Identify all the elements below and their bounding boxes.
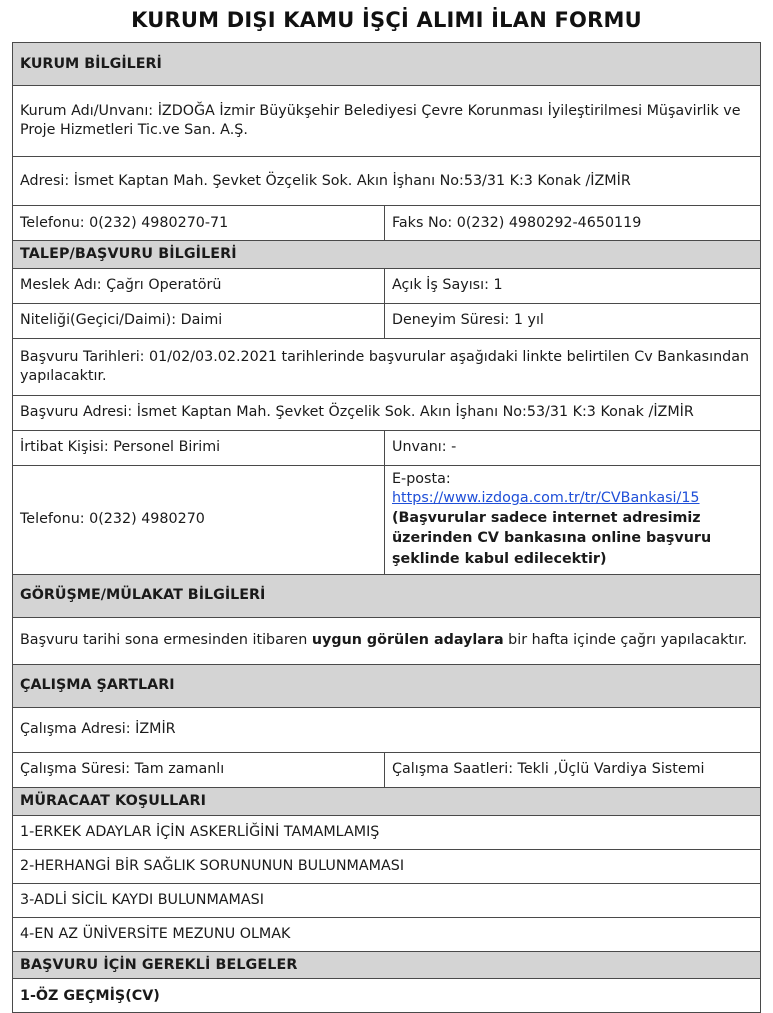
section-header-calisma-label: ÇALIŞMA ŞARTLARI <box>13 664 761 707</box>
eposta-cell <box>385 465 761 574</box>
row-kurum-adres <box>13 157 761 206</box>
muracaat-item-4: 4-EN AZ ÜNİVERSİTE MEZUNU OLMAK <box>13 917 761 951</box>
irtibat-kisisi-cell: İrtibat Kişisi: Personel Birimi <box>13 430 385 465</box>
muracaat-item-1: 1-ERKEK ADAYLAR İÇİN ASKERLİĞİNİ TAMAMLAMIŞ <box>13 815 761 849</box>
row-gorusme-text <box>13 617 761 664</box>
eposta-note-line-1: (Başvurular sadece internet adresimiz <box>392 509 701 526</box>
row-nitelik <box>13 303 761 338</box>
section-header-talep-label: TALEP/BAŞVURU BİLGİLERİ <box>13 241 761 269</box>
basvuru-tarihleri-cell: Başvuru Tarihleri: 01/02/03.02.2021 tarihlerinde başvurular aşağıdaki linkte belirtilen Cv Bankasından yapılacaktır. <box>13 338 761 395</box>
row-muracaat-item <box>13 883 761 917</box>
section-header-kurum-label: KURUM BİLGİLERİ <box>13 43 761 86</box>
row-basvuru-adresi <box>13 395 761 430</box>
row-calisma-suresi <box>13 752 761 787</box>
unvani-cell: Unvanı: - <box>385 430 761 465</box>
row-belge-item <box>13 979 761 1013</box>
kurum-adres-cell: Adresi: İsmet Kaptan Mah. Şevket Özçelik Sok. Akın İşhanı No:53/31 K:3 Konak /İZMİR <box>13 157 761 206</box>
gorusme-text-part2: bir hafta içinde çağrı yapılacaktır. <box>503 632 748 649</box>
calisma-adresi-cell: Çalışma Adresi: İZMİR <box>13 707 761 752</box>
kurum-adi-label: Kurum Adı/Unvanı: <box>20 103 154 120</box>
section-header-gorusme-label: GÖRÜŞME/MÜLAKAT BİLGİLERİ <box>13 574 761 617</box>
row-basvuru-tarihleri <box>13 338 761 395</box>
row-muracaat-item <box>13 849 761 883</box>
kurum-faks-cell: Faks No: 0(232) 4980292-4650119 <box>385 206 761 241</box>
niteligi-cell: Niteliği(Geçici/Daimi): Daimi <box>13 303 385 338</box>
calisma-saatleri-cell: Çalışma Saatleri: Tekli ,Üçlü Vardiya Sistemi <box>385 752 761 787</box>
section-header-muracaat <box>13 787 761 815</box>
section-header-belgeler-label: BAŞVURU İÇİN GEREKLİ BELGELER <box>13 951 761 979</box>
basvuru-adresi-cell: Başvuru Adresi: İsmet Kaptan Mah. Şevket Özçelik Sok. Akın İşhanı No:53/31 K:3 Konak /İZMİR <box>13 395 761 430</box>
deneyim-suresi-cell: Deneyim Süresi: 1 yıl <box>385 303 761 338</box>
row-meslek <box>13 268 761 303</box>
acik-is-sayisi-cell: Açık İş Sayısı: 1 <box>385 268 761 303</box>
section-header-talep <box>13 241 761 269</box>
eposta-note-line-2: üzerinden CV bankasına online başvuru <box>392 530 712 547</box>
belge-item-1: 1-ÖZ GEÇMİŞ(CV) <box>13 979 761 1013</box>
kurum-adi-value: İZDOĞA İzmir Büyükşehir Belediyesi Çevre Korunması İyileştirilmesi Müşavirlik ve Proje Hizmetleri Tic.ve San. A.Ş. <box>20 103 741 138</box>
row-kurum-adi <box>13 86 761 157</box>
kurum-telefon-cell: Telefonu: 0(232) 4980270-71 <box>13 206 385 241</box>
row-calisma-adresi <box>13 707 761 752</box>
section-header-gorusme <box>13 574 761 617</box>
gorusme-text-part1: Başvuru tarihi sona ermesinden itibaren <box>20 632 312 649</box>
section-header-calisma <box>13 664 761 707</box>
section-header-kurum <box>13 43 761 86</box>
page-title: KURUM DIŞI KAMU İŞÇİ ALIMI İLAN FORMU <box>131 8 642 32</box>
row-kurum-iletisim <box>13 206 761 241</box>
row-muracaat-item <box>13 917 761 951</box>
gorusme-text-cell <box>13 617 761 664</box>
kurum-adi-cell <box>13 86 761 157</box>
muracaat-item-3: 3-ADLİ SİCİL KAYDI BULUNMAMASI <box>13 883 761 917</box>
row-eposta <box>13 465 761 574</box>
irtibat-telefon-cell: Telefonu: 0(232) 4980270 <box>13 465 385 574</box>
row-irtibat <box>13 430 761 465</box>
section-header-belgeler <box>13 951 761 979</box>
ilan-form-table <box>12 42 761 1013</box>
section-header-muracaat-label: MÜRACAAT KOŞULLARI <box>13 787 761 815</box>
eposta-label: E-posta: <box>392 470 451 487</box>
eposta-note-line-3: şeklinde kabul edilecektir) <box>392 551 607 568</box>
muracaat-item-2: 2-HERHANGİ BİR SAĞLIK SORUNUNUN BULUNMAMASI <box>13 849 761 883</box>
meslek-adi-cell: Meslek Adı: Çağrı Operatörü <box>13 268 385 303</box>
calisma-suresi-cell: Çalışma Süresi: Tam zamanlı <box>13 752 385 787</box>
eposta-link[interactable]: https://www.izdoga.com.tr/tr/CVBankasi/15 <box>392 489 700 506</box>
gorusme-text-bold: uygun görülen adaylara <box>311 632 504 649</box>
row-muracaat-item <box>13 815 761 849</box>
